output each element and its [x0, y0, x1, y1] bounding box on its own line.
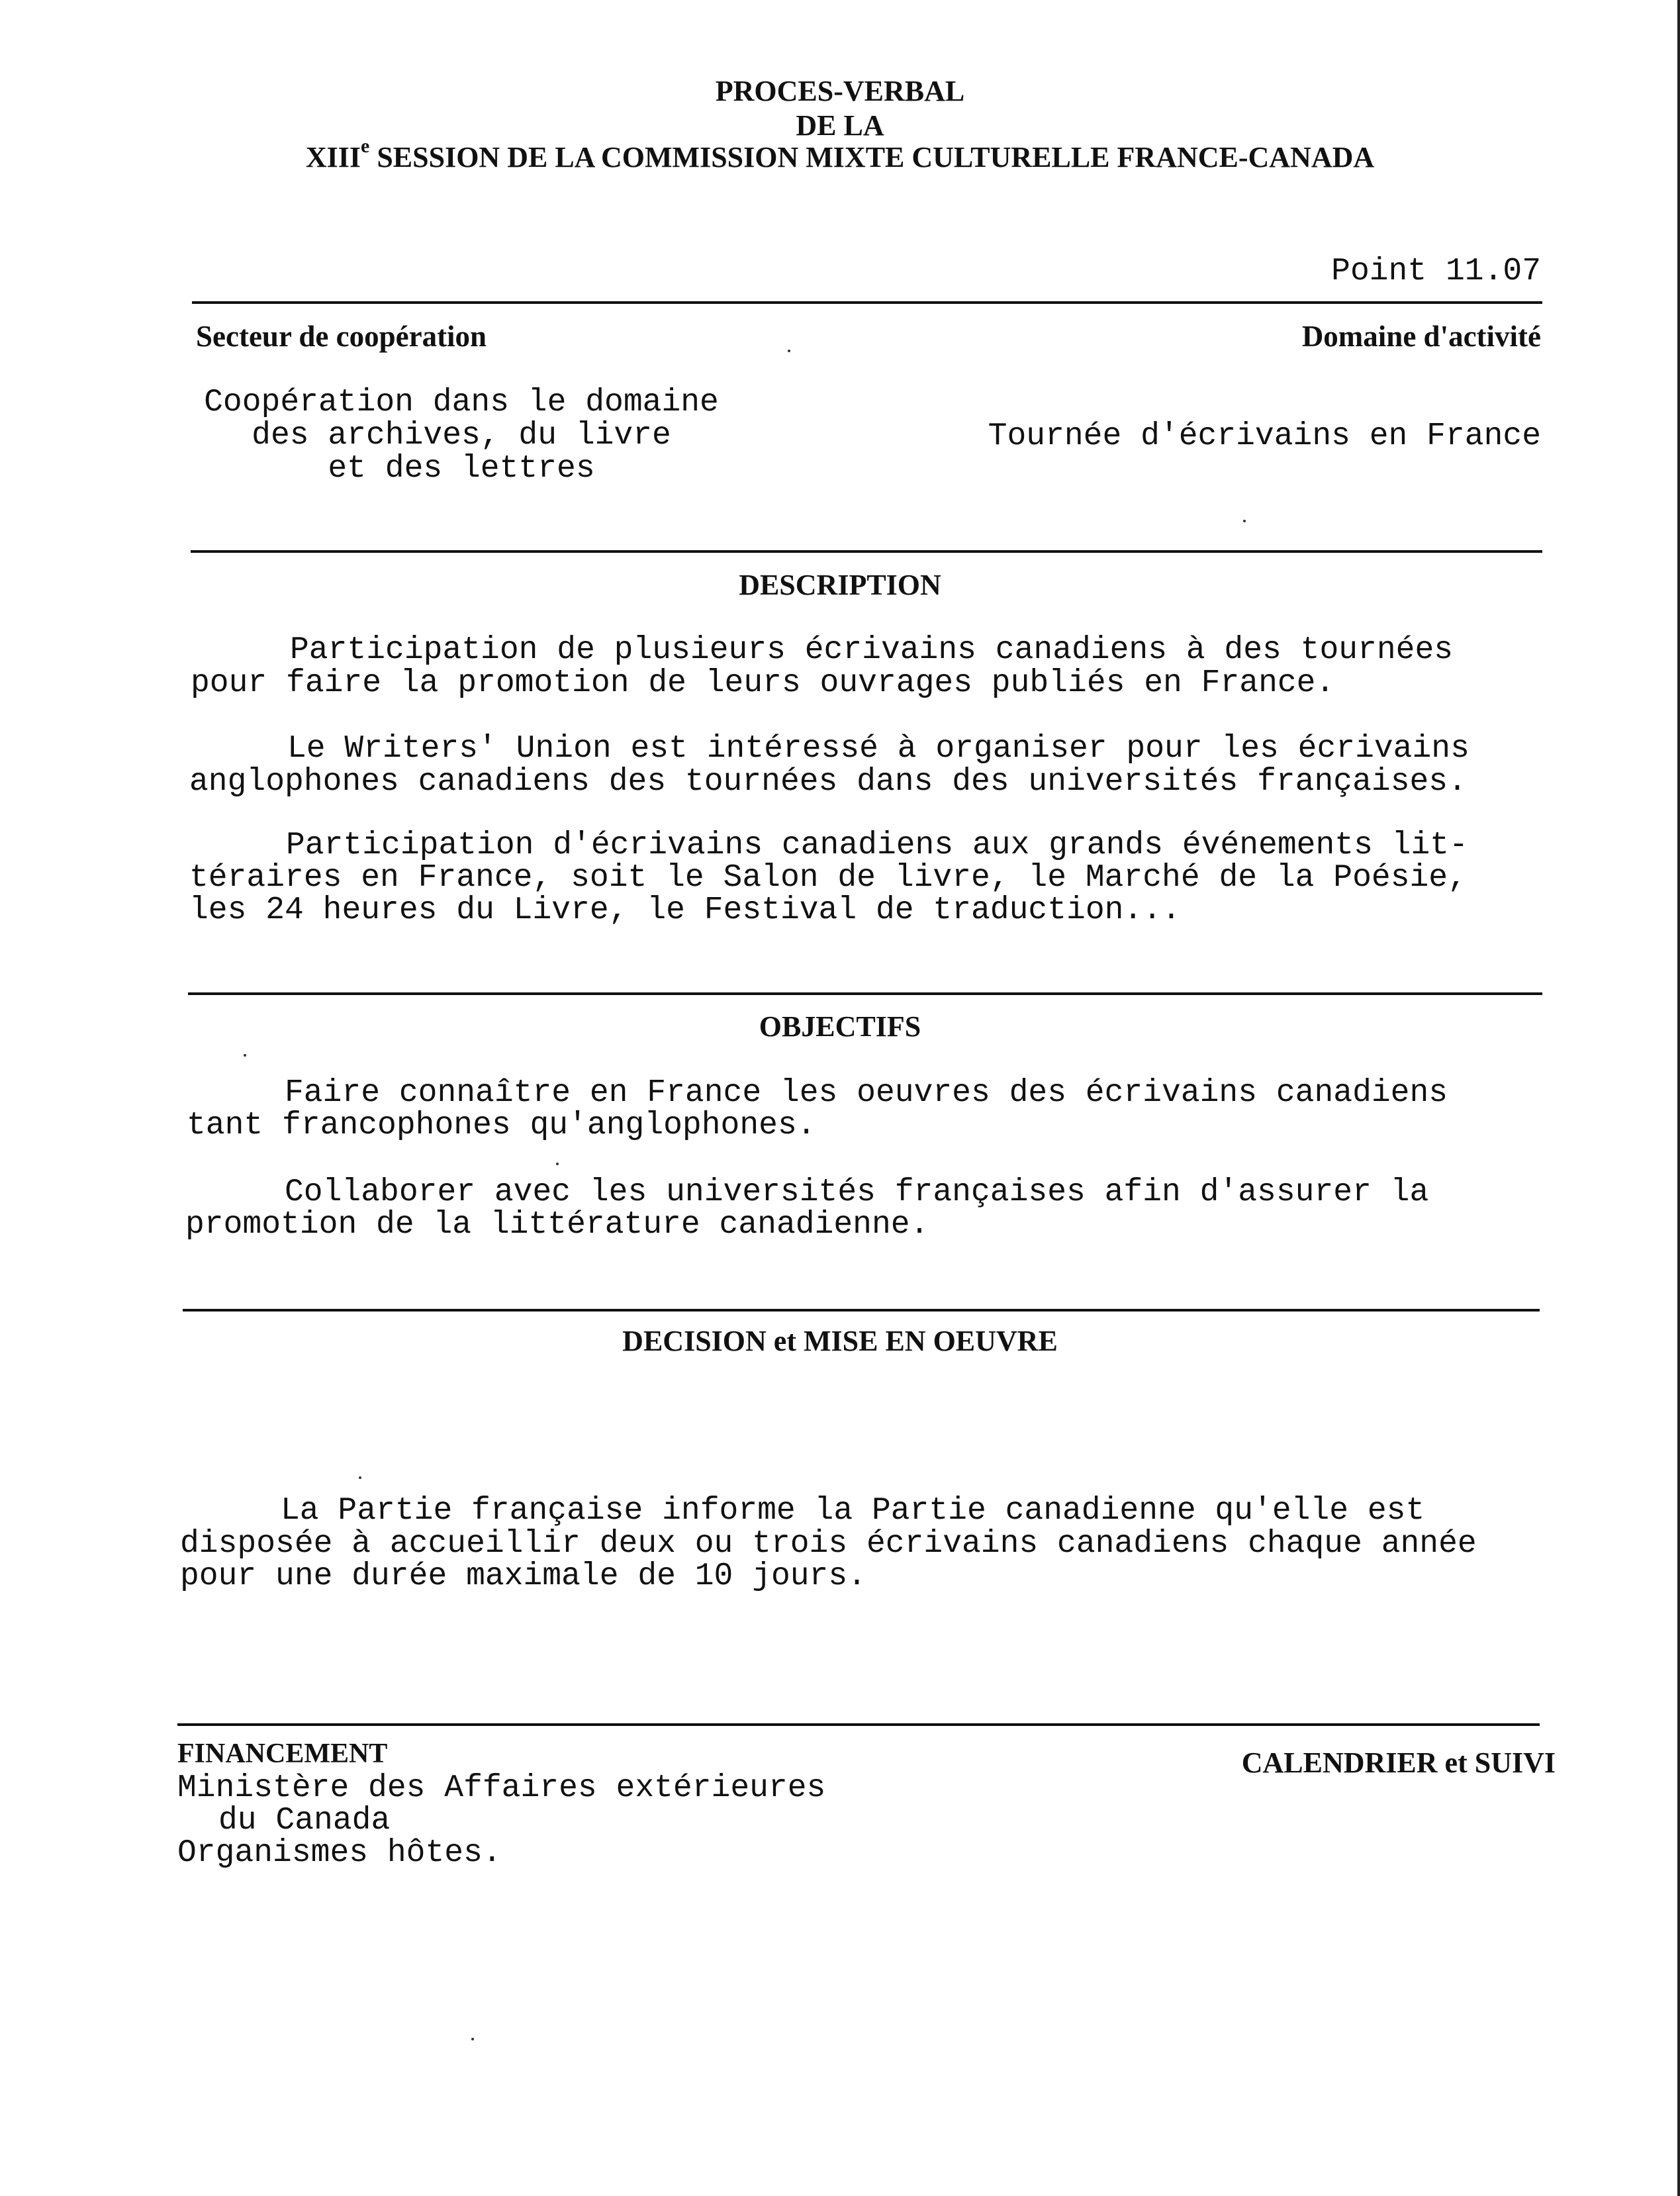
description-p3-line2: téraires en France, soit le Salon de livre, le Marché de la Poésie,	[189, 860, 1467, 896]
divider-top	[192, 301, 1542, 304]
domain-heading: Domaine d'activité	[1301, 320, 1541, 353]
objectives-p1-line1: Faire connaître en France les oeuvres des écrivains canadiens	[285, 1075, 1448, 1111]
objectives-title: OBJECTIFS	[759, 1010, 921, 1043]
decision-title: DECISION et MISE EN OEUVRE	[622, 1325, 1058, 1357]
header-title-line2: DE LA	[796, 109, 884, 142]
decision-p1-line3: pour une durée maximale de 10 jours.	[180, 1558, 866, 1594]
description-p3-line3: les 24 heures du Livre, le Festival de traduction...	[189, 892, 1181, 928]
funding-line-1: Ministère des Affaires extérieures	[177, 1770, 826, 1806]
sector-line-1: Coopération dans le domaine	[204, 385, 719, 420]
session-superscript: e	[360, 135, 370, 157]
sector-line-2: des archives, du livre	[252, 418, 671, 454]
objectives-p1-line2: tant francophones qu'anglophones.	[187, 1108, 816, 1143]
session-number: XIII	[305, 141, 361, 173]
decision-p1-line1: La Partie française informe la Partie canadienne qu'elle est	[281, 1493, 1425, 1529]
description-p1-line1: Participation de plusieurs écrivains canadiens à des tournées	[290, 632, 1454, 668]
scan-speck	[1243, 520, 1246, 522]
scan-edge-line	[1677, 0, 1680, 2196]
scan-speck	[788, 350, 790, 352]
description-p3-line1: Participation d'écrivains canadiens aux grands événements lit-	[286, 828, 1468, 863]
funding-line-3: Organismes hôtes.	[177, 1835, 502, 1871]
scan-speck	[556, 1163, 559, 1165]
calendar-heading: CALENDRIER et SUIVI	[1241, 1746, 1556, 1779]
description-p2-line1: Le Writers' Union est intéressé à organiser pour les écrivains	[287, 731, 1470, 767]
divider-description	[191, 550, 1542, 553]
description-p2-line2: anglophones canadiens des tournées dans des universités françaises.	[189, 764, 1467, 800]
header-title-line3	[0, 135, 1680, 175]
sector-line-3: et des lettres	[328, 451, 595, 487]
objectives-p2-line1: Collaborer avec les universités françaises afin d'assurer la	[285, 1174, 1429, 1210]
decision-p1-line2: disposée à accueillir deux ou trois écrivains canadiens chaque année	[180, 1526, 1477, 1562]
divider-funding	[177, 1723, 1540, 1726]
funding-heading: FINANCEMENT	[177, 1739, 388, 1769]
objectives-p2-line2: promotion de la littérature canadienne.	[185, 1207, 929, 1243]
header-title-line1: PROCES-VERBAL	[715, 75, 965, 107]
funding-line-2: du Canada	[218, 1803, 391, 1838]
divider-decision	[183, 1309, 1540, 1312]
point-number: Point 11.07	[1331, 254, 1541, 289]
scan-speck	[244, 1054, 246, 1057]
description-p1-line2: pour faire la promotion de leurs ouvrages publiés en France.	[191, 665, 1335, 701]
scan-speck	[471, 2038, 474, 2040]
domain-value: Tournée d'écrivains en France	[988, 418, 1541, 454]
description-title: DESCRIPTION	[739, 569, 941, 601]
scan-speck	[359, 1476, 361, 1479]
sector-heading: Secteur de coopération	[196, 320, 487, 353]
divider-objectives	[188, 992, 1542, 995]
session-title: SESSION DE LA COMMISSION MIXTE CULTURELLE FRANCE-CANADA	[369, 141, 1375, 173]
